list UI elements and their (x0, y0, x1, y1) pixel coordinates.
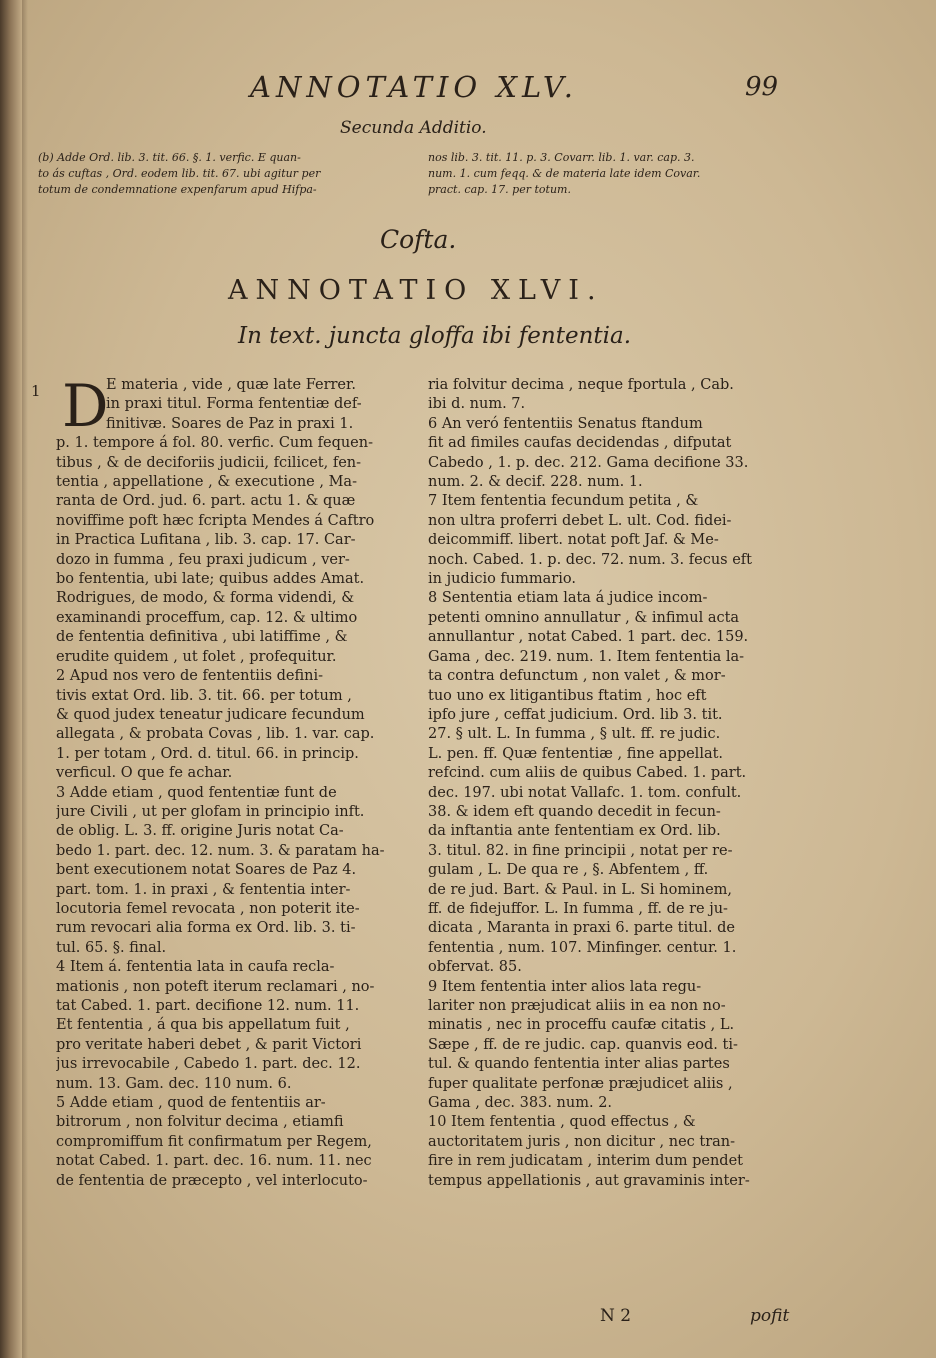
text-line: Et fententia , á qua bis appellatum fuit , (56, 1017, 350, 1034)
text-line: tentia , appellatione , & executione , Ma- (56, 474, 357, 491)
text-line: tibus , & de deciforiis judicii, fcilicet, fen- (56, 454, 362, 471)
text-line: 3 Adde etiam , quod fententiæ funt de (56, 784, 337, 801)
text-line: verficul. O que fe achar. (56, 765, 233, 782)
footnote-left (38, 150, 398, 198)
text-line: fire in rem judicatam , interim dum pendet (428, 1153, 743, 1170)
text-line: 8 Sententia etiam lata á judice incom- (428, 590, 708, 607)
text-line: bedo 1. part. dec. 12. num. 3. & paratam ha- (56, 842, 385, 859)
text-line: 7 Item fententia fecundum petita , & (428, 493, 699, 510)
right-text-column (428, 376, 790, 1191)
text-line: bent executionem notat Soares de Paz 4. (56, 862, 357, 879)
footnote-line: nos lib. 3. tit. 11. p. 3. Covarr. lib. 1. var. cap. 3. (428, 151, 695, 164)
text-line: non ultra proferri debet L. ult. Cod. fidei- (428, 512, 732, 529)
text-line: p. 1. tempore á fol. 80. verfic. Cum fequen- (56, 435, 374, 452)
text-line: compromiffum fit confirmatum per Regem, (56, 1133, 372, 1150)
text-line: de fententia definitiva , ubi latiffime , & (56, 629, 348, 646)
text-line: de fententia de præcepto , vel interlocuto- (56, 1172, 368, 1189)
text-line: fuper qualitate perfonæ præjudicet aliis , (428, 1075, 733, 1092)
text-line: Gama , dec. 383. num. 2. (428, 1095, 613, 1112)
text-line: Cabedo , 1. p. dec. 212. Gama decifione 33. (428, 454, 749, 471)
text-line: tul. 65. §. final. (56, 939, 167, 956)
text-line: 5 Adde etiam , quod de fententiis ar- (56, 1095, 326, 1112)
text-line: in Practica Lufitana , lib. 3. cap. 17. Car- (56, 532, 356, 549)
text-line: gulam , L. De qua re , §. Abfentem , ff. (428, 862, 709, 879)
text-line: tempus appellationis , aut gravaminis inter- (428, 1172, 750, 1189)
text-line: tul. & quando fententia inter alias partes (428, 1056, 730, 1073)
text-line: dozo in fumma , feu praxi judicum , ver- (56, 551, 350, 568)
text-line: 6 An veró fententiis Senatus ftandum (428, 415, 703, 432)
author-name: Cofta. (380, 225, 457, 254)
text-line: pro veritate haberi debet , & parit Victori (56, 1036, 362, 1053)
text-line: E materia , vide , quæ late Ferrer. (106, 377, 356, 393)
text-line: tat Cabed. 1. part. decifione 12. num. 11. (56, 998, 360, 1014)
text-line: 27. § ult. L. In fumma , § ult. ff. re judic. (428, 726, 721, 743)
catchword: pofit (750, 1306, 790, 1326)
text-line: bitrorum , non folvitur decima , etiamfi (56, 1114, 344, 1131)
text-line: num. 2. & decif. 228. num. 1. (428, 474, 643, 491)
text-line: num. 13. Gam. dec. 110 num. 6. (56, 1075, 292, 1092)
text-line: lariter non præjudicat aliis in ea non no- (428, 998, 726, 1014)
footnote-line: totum de condemnatione expenfarum apud Hifpa- (38, 183, 317, 196)
text-line: tuo uno ex litigantibus ftatim , hoc eft (428, 687, 707, 704)
text-line: fit ad fimiles caufas decidendas , difputat (428, 435, 732, 452)
text-line: ibi d. num. 7. (428, 396, 526, 413)
footnote-line: to ás cuftas , Ord. eodem lib. tit. 67. ubi agitur per (38, 167, 321, 180)
text-line: obfervat. 85. (428, 959, 522, 976)
text-line: ipfo jure , ceffat judicium. Ord. lib 3. tit. (428, 706, 723, 723)
text-line: ranta de Ord. jud. 6. part. actu 1. & quæ (56, 493, 356, 510)
text-line: bo fententia, ubi late; quibus addes Amat. (56, 571, 365, 588)
text-line: de re jud. Bart. & Paul. in L. Si hominem, (428, 881, 733, 898)
text-line: in praxi titul. Forma fententiæ def- (106, 396, 362, 413)
text-line: 9 Item fententia inter alios lata regu- (428, 978, 702, 995)
annotation-heading: ANNOTATIO XLVI. (228, 275, 604, 306)
text-line: & quod judex teneatur judicare fecundum (56, 706, 365, 723)
text-line: notat Cabed. 1. part. dec. 16. num. 11. nec (56, 1153, 372, 1170)
text-line: fententia , num. 107. Minfinger. centur. 1. (428, 939, 737, 956)
text-line: 38. & idem eft quando decedit in fecun- (428, 803, 721, 820)
text-line: jure Civili , ut per glofam in principio inft. (56, 803, 365, 820)
text-line: 4 Item á. fententia lata in caufa recla- (56, 959, 335, 976)
text-line: dec. 197. ubi notat Vallafc. 1. tom. confult. (428, 784, 742, 801)
text-line: locutoria femel revocata , non poterit ite- (56, 900, 360, 917)
running-header-title: ANNOTATIO XLV. (250, 70, 578, 104)
text-line: 2 Apud nos vero de fententiis defini- (56, 668, 324, 685)
text-line: allegata , & probata Covas , lib. 1. var. cap. (56, 726, 375, 743)
text-line: ta contra defunctum , non valet , & mor- (428, 668, 726, 685)
text-line: minatis , nec in proceffu caufæ citatis , L. (428, 1017, 735, 1034)
text-line: noviffime poft hæc fcripta Mendes á Caftro (56, 512, 375, 529)
drop-cap: D (62, 372, 109, 440)
text-line: rum revocari alia forma ex Ord. lib. 3. ti- (56, 920, 356, 937)
text-line: L. pen. ff. Quæ fententiæ , fine appellat. (428, 745, 724, 762)
text-line: petenti omnino annullatur , & infimul acta (428, 609, 740, 626)
text-line: 10 Item fententia , quod effectus , & (428, 1114, 696, 1131)
text-line: Sæpe , ff. de re judic. cap. quanvis eod. ti- (428, 1036, 738, 1053)
printer-signature-mark: N 2 (600, 1306, 632, 1326)
text-line: erudite quidem , ut folet , profequitur. (56, 648, 337, 665)
text-line: noch. Cabed. 1. p. dec. 72. num. 3. fecus eft (428, 551, 752, 568)
section-number: 1 (31, 382, 41, 400)
text-line: 3. titul. 82. in fine principii , notat per re- (428, 842, 733, 859)
left-text-column (56, 372, 416, 1191)
text-line: annullantur , notat Cabed. 1 part. dec. 159. (428, 629, 749, 646)
text-line: examinandi proceffum, cap. 12. & ultimo (56, 609, 358, 626)
footnote-line: num. 1. cum feqq. & de materia late idem Covar. (428, 167, 701, 180)
text-line: tivis extat Ord. lib. 3. tit. 66. per totum , (56, 687, 352, 704)
gutter-shadow (22, 0, 28, 1358)
text-line: ria folvitur decima , neque fportula , Cab. (428, 377, 734, 393)
text-line: jus irrevocabile , Cabedo 1. part. dec. 12. (56, 1056, 361, 1073)
text-line: in judicio fummario. (428, 571, 576, 588)
text-line: dicata , Maranta in praxi 6. parte titul. de (428, 920, 736, 937)
text-line: de oblig. L. 3. ff. origine Juris notat Ca- (56, 823, 344, 840)
text-line: auctoritatem juris , non dicitur , nec tran- (428, 1133, 736, 1150)
footnote-right (428, 150, 798, 198)
text-line: part. tom. 1. in praxi , & fententia inter- (56, 881, 351, 898)
text-line: Rodrigues, de modo, & forma videndi, & (56, 590, 355, 607)
running-subtitle: Secunda Additio. (340, 118, 487, 138)
book-gutter (0, 0, 22, 1358)
text-line: 1. per totam , Ord. d. titul. 66. in princip. (56, 745, 359, 762)
text-line: deicommiff. libert. notat poft Jaf. & Me- (428, 532, 719, 549)
text-line: da inftantia ante fententiam ex Ord. lib. (428, 823, 721, 840)
text-line: finitivæ. Soares de Paz in praxi 1. (106, 415, 354, 432)
text-line: refcind. cum aliis de quibus Cabed. 1. part. (428, 765, 747, 782)
footnote-line: (b) Adde Ord. lib. 3. tit. 66. §. 1. verfic. E quan- (38, 151, 301, 164)
text-line: Gama , dec. 219. num. 1. Item fententia la- (428, 648, 745, 665)
page-number: 99 (745, 72, 779, 102)
text-line: mationis , non poteft iterum reclamari , no- (56, 978, 375, 995)
rubric-subheading: In text. juncta gloffa ibi fententia. (238, 323, 632, 349)
text-line: ff. de fidejuffor. L. In fumma , ff. de re ju- (428, 900, 728, 917)
footnote-line: pract. cap. 17. per totum. (428, 183, 571, 196)
